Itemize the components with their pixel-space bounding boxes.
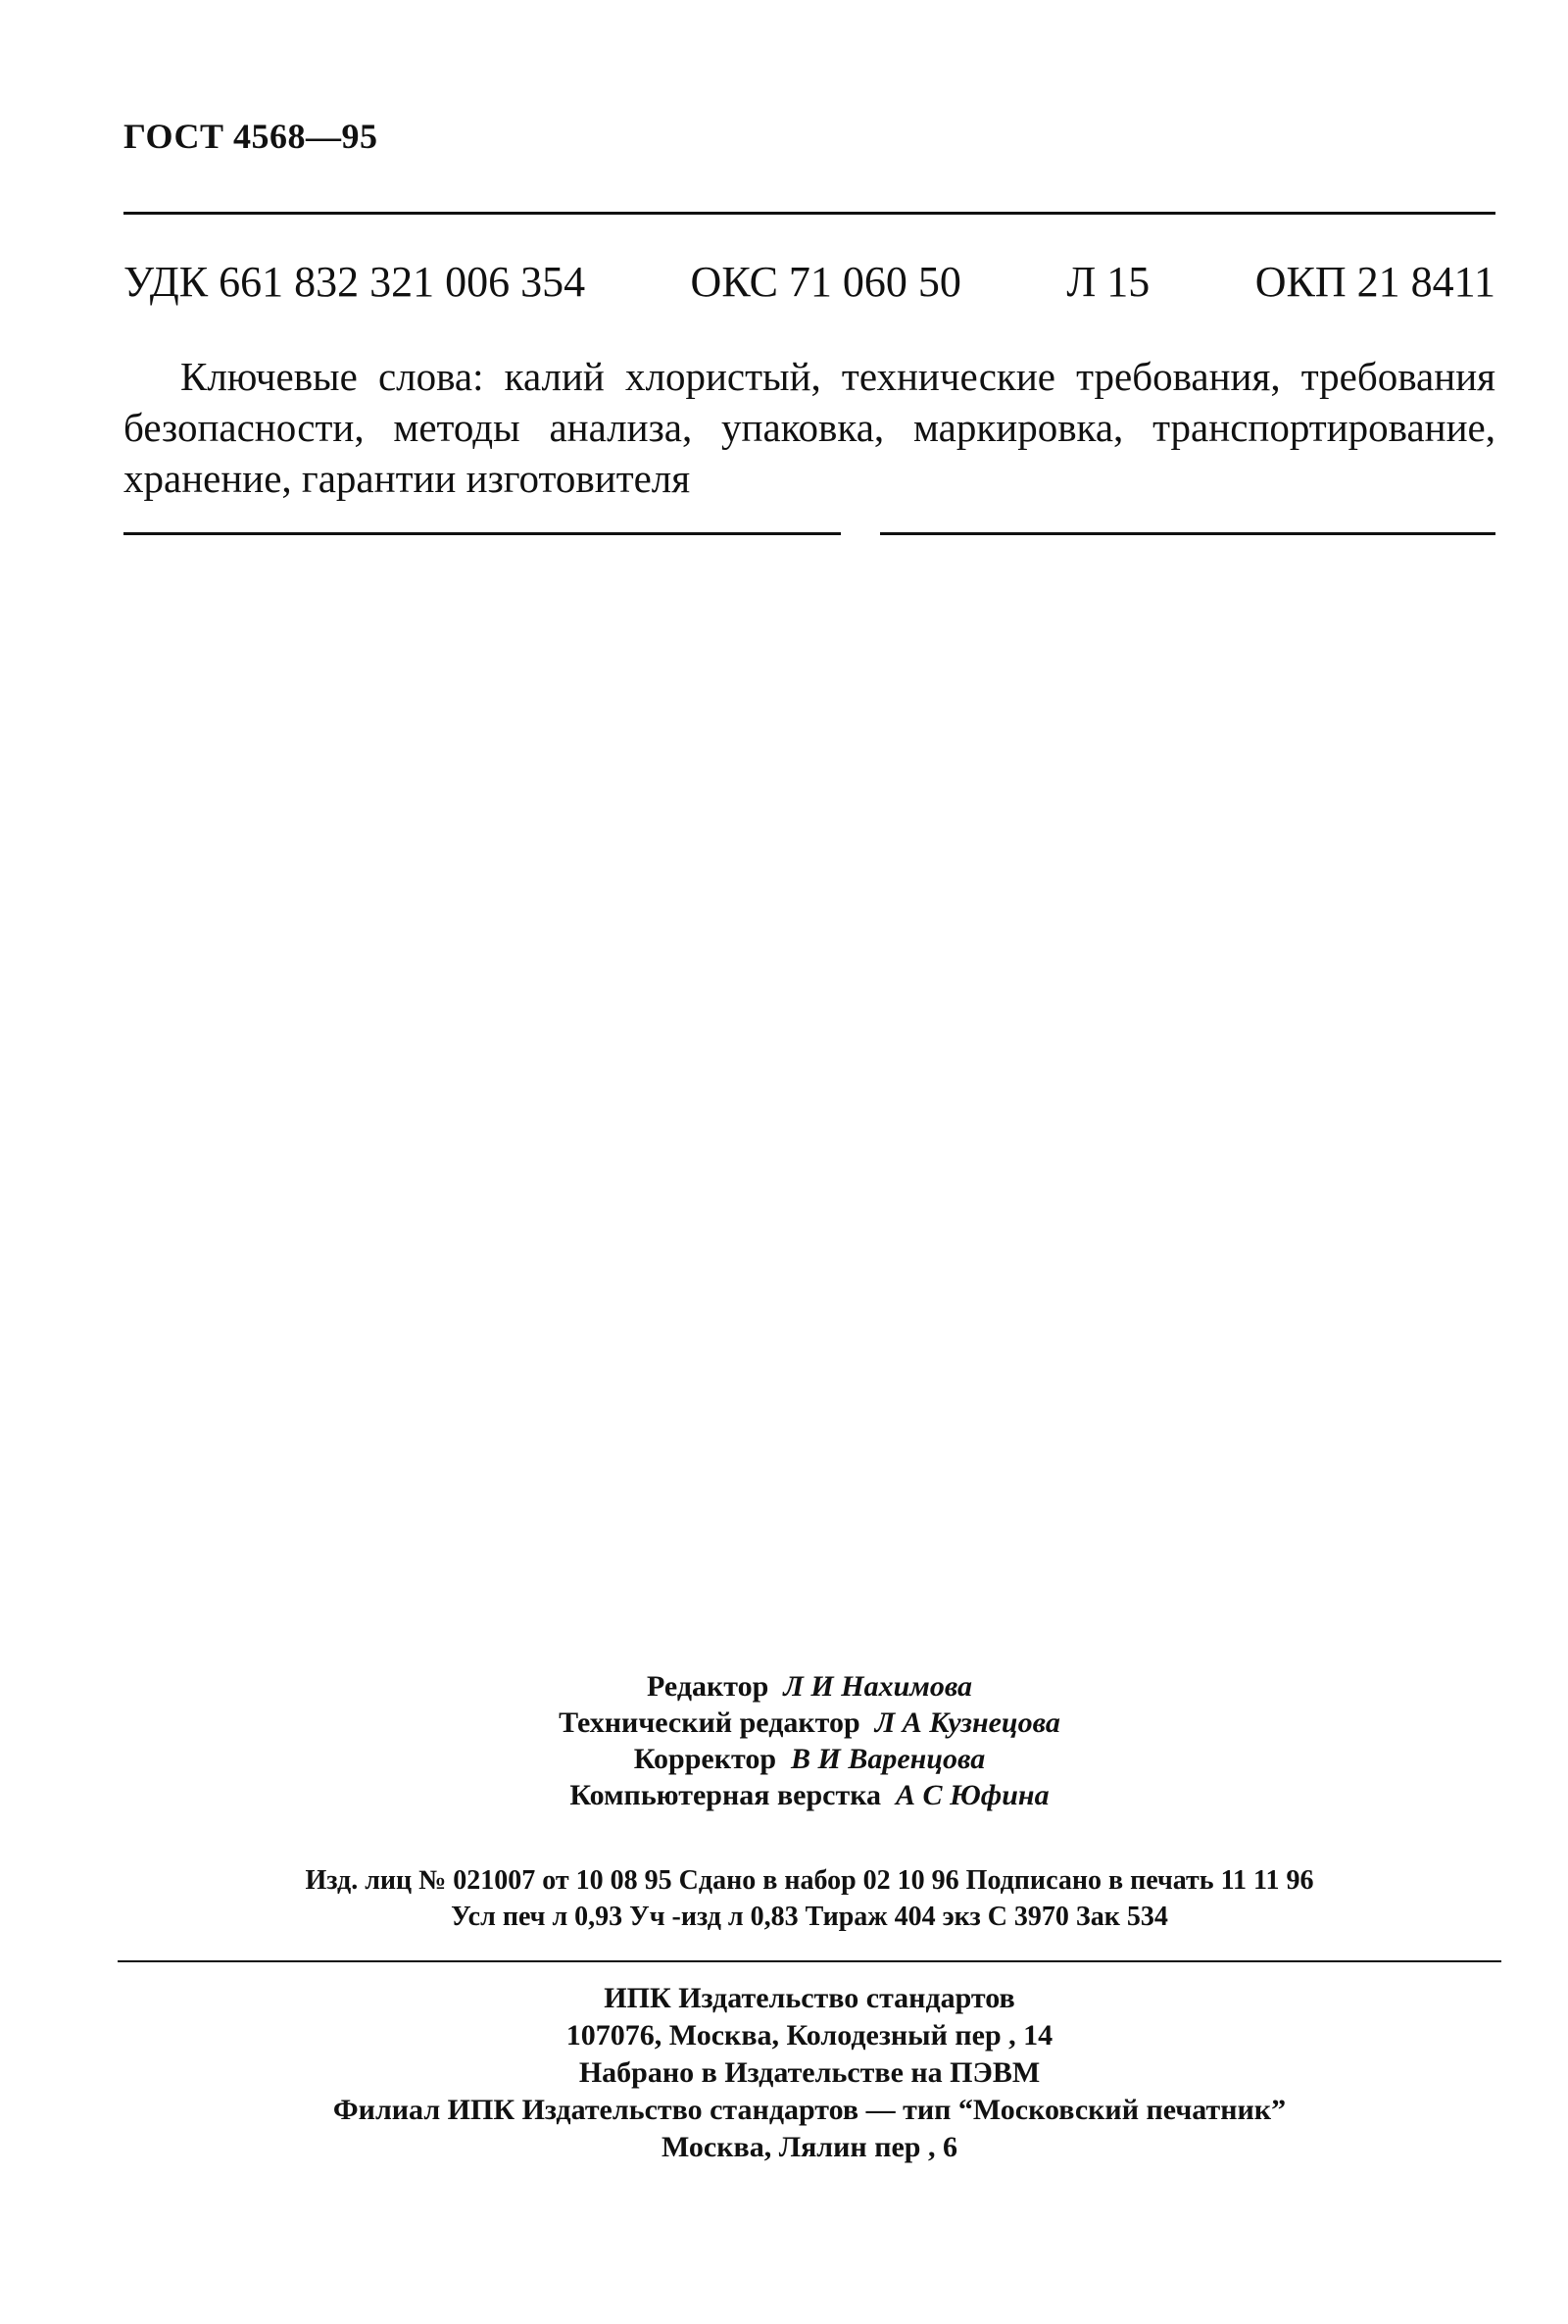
credit-name: Л И Нахимова xyxy=(783,1670,973,1703)
imprint-rule xyxy=(118,1960,1501,1962)
credit-line xyxy=(123,1705,1495,1741)
imprint-line: 107076, Москва, Колодезный пер , 14 xyxy=(565,2019,1054,2052)
l-code: Л 15 xyxy=(1066,258,1151,306)
credit-role: Редактор xyxy=(646,1670,769,1703)
imprint-line: ИПК Издательство стандартов xyxy=(604,1982,1015,2014)
credit-role: Технический редактор xyxy=(559,1706,860,1739)
okp-code: ОКП 21 8411 xyxy=(1254,258,1495,306)
credit-line xyxy=(123,1741,1495,1777)
keywords-text: Ключевые слова: калий хлористый, технические требования, требования безопасности, методы анализа, упаковка, маркировка, транспортирование, хранение, гарантии изготовителя xyxy=(123,354,1495,501)
publisher-imprint xyxy=(118,1980,1501,2166)
running-head: ГОСТ 4568—95 xyxy=(123,117,378,156)
credit-role: Компьютерная верстка xyxy=(569,1779,882,1811)
udk-code: УДК 661 832 321 006 354 xyxy=(123,258,586,306)
imprint-line: Набрано в Издательстве на ПЭВМ xyxy=(578,2056,1041,2089)
credit-name: Л А Кузнецова xyxy=(874,1706,1060,1739)
print-info xyxy=(118,1862,1501,1935)
credit-role: Корректор xyxy=(633,1743,777,1775)
keywords-block xyxy=(123,351,1495,504)
oks-code: ОКС 71 060 50 xyxy=(690,258,961,306)
imprint-line: Москва, Лялин пер , 6 xyxy=(662,2131,957,2163)
credit-line xyxy=(123,1668,1495,1705)
editorial-credits xyxy=(123,1668,1495,1813)
credit-name: В И Варенцова xyxy=(791,1743,986,1775)
credit-line xyxy=(123,1777,1495,1813)
classification-codes xyxy=(123,257,1495,307)
print-info-line: Изд. лиц № 021007 от 10 08 95 Сдано в набор 02 10 96 Подписано в печать 11 11 96 xyxy=(305,1865,1314,1896)
keywords-rule-left xyxy=(123,532,841,535)
print-info-line: Усл печ л 0,93 Уч -изд л 0,83 Тираж 404 экз С 3970 Зак 534 xyxy=(451,1902,1168,1932)
keywords-rule-right xyxy=(880,532,1495,535)
imprint-line: Филиал ИПК Издательство стандартов — тип “Московский печатник” xyxy=(332,2094,1287,2126)
credit-name: А С Юфина xyxy=(896,1779,1050,1811)
top-rule xyxy=(123,212,1495,215)
